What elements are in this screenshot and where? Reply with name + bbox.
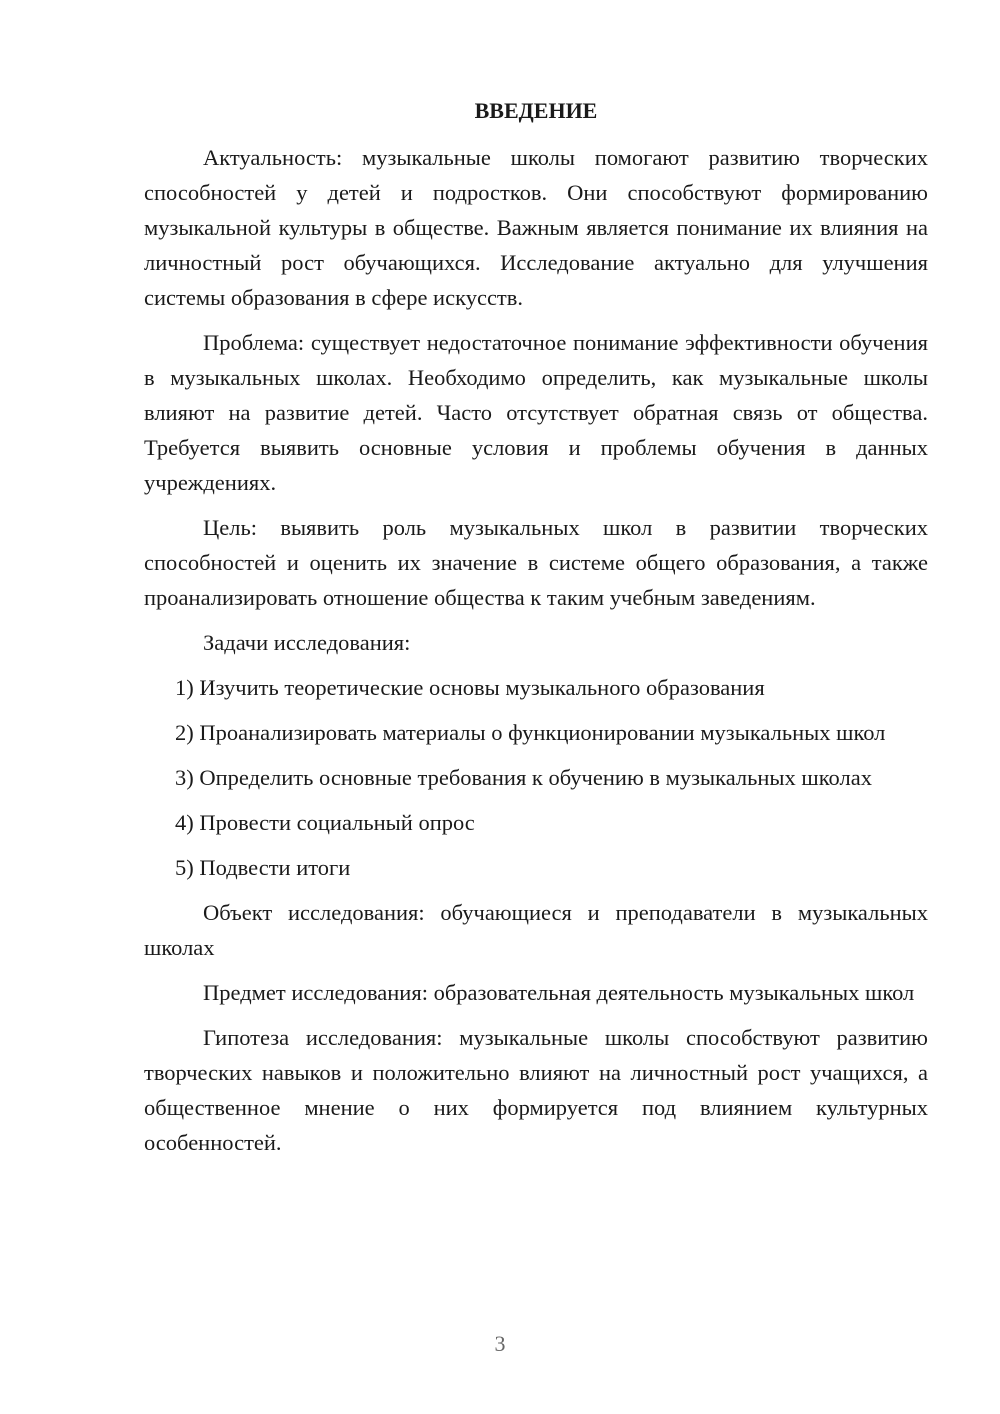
tasks-title: Задачи исследования: [203, 630, 411, 655]
problem-paragraph: Проблема: существует недостаточное понимание эффективности обучения в музыкальных школах. Необходимо определить, как музыкальные школы влияют на развитие детей. Часто отсутствует обратная связь от общества. Требуется выявить основные условия и проблемы обучения в данных учреждениях. [144, 330, 928, 495]
task-item-1: 1) Изучить теоретические основы музыкального образования [175, 675, 765, 700]
section-heading: ВВЕДЕНИЕ [474, 98, 598, 123]
hypothesis-paragraph: Гипотеза исследования: музыкальные школы способствуют развитию творческих навыков и положительно влияют на личностный рост учащихся, а общественное мнение о них формируется под влиянием культурных особенностей. [144, 1025, 928, 1155]
task-item-2: 2) Проанализировать материалы о функционировании музыкальных школ [175, 720, 886, 745]
relevance-paragraph: Актуальность: музыкальные школы помогают развитию творческих способностей у детей и подростков. Они способствуют формированию музыкальной культуры в обществе. Важным является понимание их влияния на личностный рост обучающихся. Исследование актуально для улучшения системы образования в сфере искусств. [144, 145, 928, 310]
task-item-5: 5) Подвести итоги [175, 855, 351, 880]
subject-paragraph: Предмет исследования: образовательная деятельность музыкальных школ [203, 980, 915, 1005]
page-number: 3 [494, 1331, 506, 1356]
task-item-3: 3) Определить основные требования к обучению в музыкальных школах [175, 765, 872, 790]
goal-paragraph: Цель: выявить роль музыкальных школ в развитии творческих способностей и оценить их значение в системе общего образования, а также проанализировать отношение общества к таким учебным заведениям. [144, 515, 928, 610]
document-page [144, 96, 928, 1170]
object-paragraph: Объект исследования: обучающиеся и преподаватели в музыкальных школах [144, 900, 928, 960]
task-item-4: 4) Провести социальный опрос [175, 810, 475, 835]
